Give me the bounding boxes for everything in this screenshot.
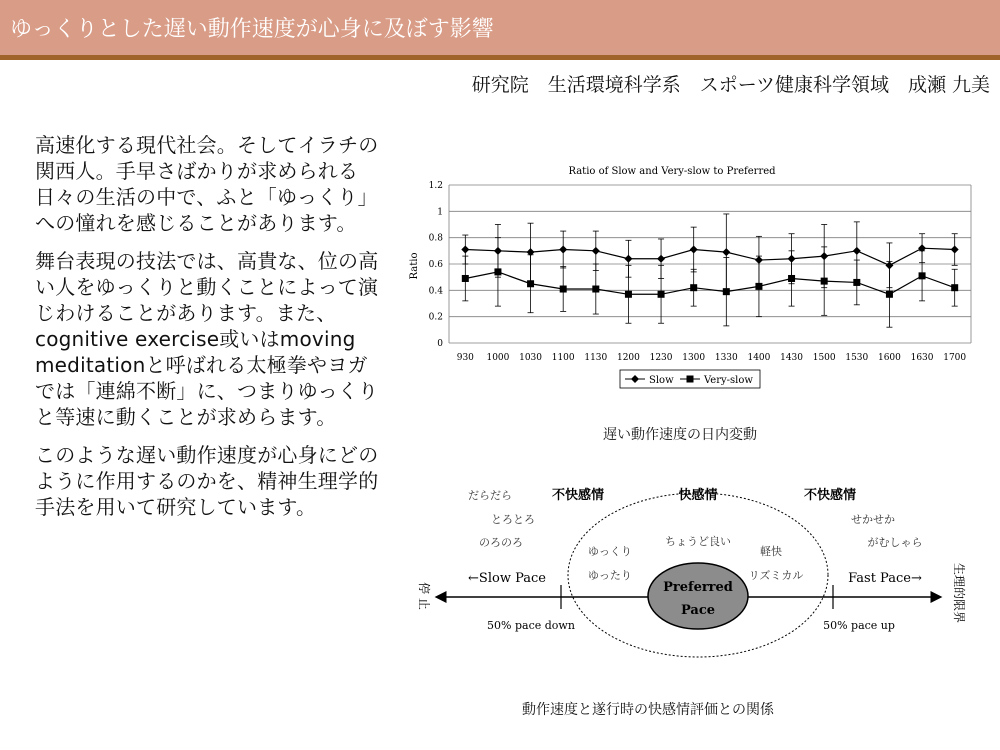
slow-series-line [465, 248, 954, 265]
chart-y-ticks [429, 181, 444, 349]
chart-x-tick-label: 930 [456, 353, 474, 363]
slow-data-point [657, 255, 665, 263]
chart-x-tick-label: 1600 [877, 353, 901, 363]
slow-data-point [853, 247, 861, 255]
diagram-caption: 動作速度と遂行時の快感情評価との関係 [522, 702, 774, 718]
paragraph-2: 舞台表現の技法では、高貴な、位の高い人をゆっくりと動くことによって演じわけることがあります。また、cognitive exercise或いはmoving meditationと呼ばれる太極拳やヨガでは「連綿不断」に、つまりゆっくりと等速に動くことが求めらます。 [35, 249, 379, 429]
word-yuttari: ゆったり [588, 569, 632, 582]
chart-y-label: Ratio [409, 252, 420, 280]
veryslow-data-point [625, 291, 632, 298]
preferred-label-2: Pace [680, 603, 716, 618]
word-daradara: だらだら [468, 489, 512, 502]
veryslow-data-point [527, 280, 534, 287]
chart-y-tick-label: 0 [437, 339, 443, 349]
chart-x-tick-label: 1530 [845, 353, 869, 363]
slow-data-point [951, 246, 959, 254]
fast-pace-label: Fast Pace→ [848, 571, 922, 586]
chart-lines [465, 248, 954, 294]
veryslow-data-point [462, 275, 469, 282]
pleasant-label: 快感情 [678, 488, 718, 503]
chart-y-tick-label: 1.2 [428, 181, 443, 191]
word-torotoro: とろとろ [491, 513, 535, 526]
slow-pace-label: ←Slow Pace [468, 571, 546, 586]
chart-y-tick-label: 0.8 [428, 233, 443, 244]
chart-y-tick-label: 0.2 [428, 312, 443, 323]
body-text [35, 132, 380, 532]
chart-x-tick-label: 1230 [649, 353, 673, 363]
pace-down-label: 50% pace down [487, 619, 575, 632]
chart-y-tick-label: 0.6 [428, 260, 443, 270]
chart-x-tick-label: 1330 [714, 353, 738, 363]
veryslow-data-point [951, 284, 958, 291]
word-yukkuri: ゆっくり [588, 545, 632, 558]
slow-data-point [788, 255, 796, 263]
veryslow-data-point [919, 272, 926, 279]
preferred-label-1: Preferred [663, 580, 733, 595]
author-line: 研究院 生活環境科学系 スポーツ健康科学領域 成瀬 九美 [471, 74, 990, 96]
word-noronoro: のろのろ [479, 536, 523, 549]
pace-diagram [395, 475, 995, 665]
veryslow-data-point [886, 291, 893, 298]
veryslow-data-point [658, 291, 665, 298]
word-gamushara: がむしゃら [867, 536, 923, 549]
slow-data-point [885, 261, 893, 269]
chart-caption: 遅い動作速度の日内変動 [603, 427, 757, 443]
veryslow-data-point [788, 275, 795, 282]
word-rhythmical: リズミカル [748, 569, 804, 582]
chart-x-tick-label: 1700 [943, 353, 967, 363]
word-sekaseka: せかせか [851, 513, 895, 526]
chart-x-tick-label: 1500 [812, 353, 836, 363]
chart-x-tick-label: 1400 [747, 353, 771, 363]
veryslow-series-line [465, 272, 954, 294]
veryslow-data-point [560, 286, 567, 293]
chart-x-ticks [457, 353, 967, 363]
veryslow-data-point [723, 288, 730, 295]
veryslow-data-point [853, 279, 860, 286]
slow-data-point [690, 246, 698, 254]
slow-data-point [755, 256, 763, 264]
veryslow-data-point [821, 278, 828, 285]
chart-x-tick-label: 1130 [584, 353, 608, 363]
stop-label: 停 止 [417, 582, 431, 610]
chart-y-tick-label: 0.4 [428, 286, 443, 297]
physiological-limit-label: 生理的限界 [952, 562, 966, 624]
slow-data-point [494, 247, 502, 255]
chart-x-tick-label: 1200 [616, 353, 640, 363]
chart-x-tick-label: 1100 [551, 353, 575, 363]
legend-slow-label: Slow [649, 375, 674, 386]
slow-data-point [559, 246, 567, 254]
paragraph-1: 高速化する現代社会。そしてイラチの関西人。手早さばかりが求められる日々の生活の中で、ふと「ゆっくり」への憧れを感じることがあります。 [35, 133, 379, 235]
veryslow-data-point [592, 286, 599, 293]
legend-veryslow-label: Very-slow [704, 375, 753, 386]
page-title: ゆっくりとした遅い動作速度が心身に及ぼす影響 [10, 17, 494, 42]
chart-x-tick-label: 1430 [780, 353, 804, 363]
chart-legend [620, 370, 760, 388]
unpleasant-right-label: 不快感情 [803, 488, 857, 503]
paragraph-3: このような遅い動作速度が心身にどのように作用するのかを、精神生理学的手法を用いて研究しています。 [35, 443, 379, 519]
ratio-chart [405, 158, 985, 398]
unpleasant-left-label: 不快感情 [551, 488, 605, 503]
veryslow-data-point [690, 284, 697, 291]
chart-x-tick-label: 1000 [486, 353, 510, 363]
chart-title: Ratio of Slow and Very-slow to Preferred [568, 166, 776, 177]
preferred-pace-ellipse [648, 563, 748, 629]
chart-x-tick-label: 1630 [910, 353, 934, 363]
slow-data-point [624, 255, 632, 263]
pace-up-label: 50% pace up [823, 619, 895, 632]
chart-y-tick-label: 1 [437, 207, 443, 218]
slow-data-point [592, 247, 600, 255]
title-bar [0, 0, 1000, 55]
word-choudoyoi: ちょうど良い [665, 535, 731, 548]
slow-data-point [461, 246, 469, 254]
title-rule [0, 55, 1000, 60]
chart-x-tick-label: 1030 [519, 353, 543, 363]
chart-x-tick-label: 1300 [682, 353, 706, 363]
slow-data-point [722, 248, 730, 256]
slow-data-point [820, 252, 828, 260]
veryslow-data-point [494, 268, 501, 275]
word-keikai: 軽快 [760, 545, 782, 558]
veryslow-data-point [755, 283, 762, 290]
legend-veryslow-marker [687, 376, 694, 383]
chart-error-bars [462, 214, 957, 327]
